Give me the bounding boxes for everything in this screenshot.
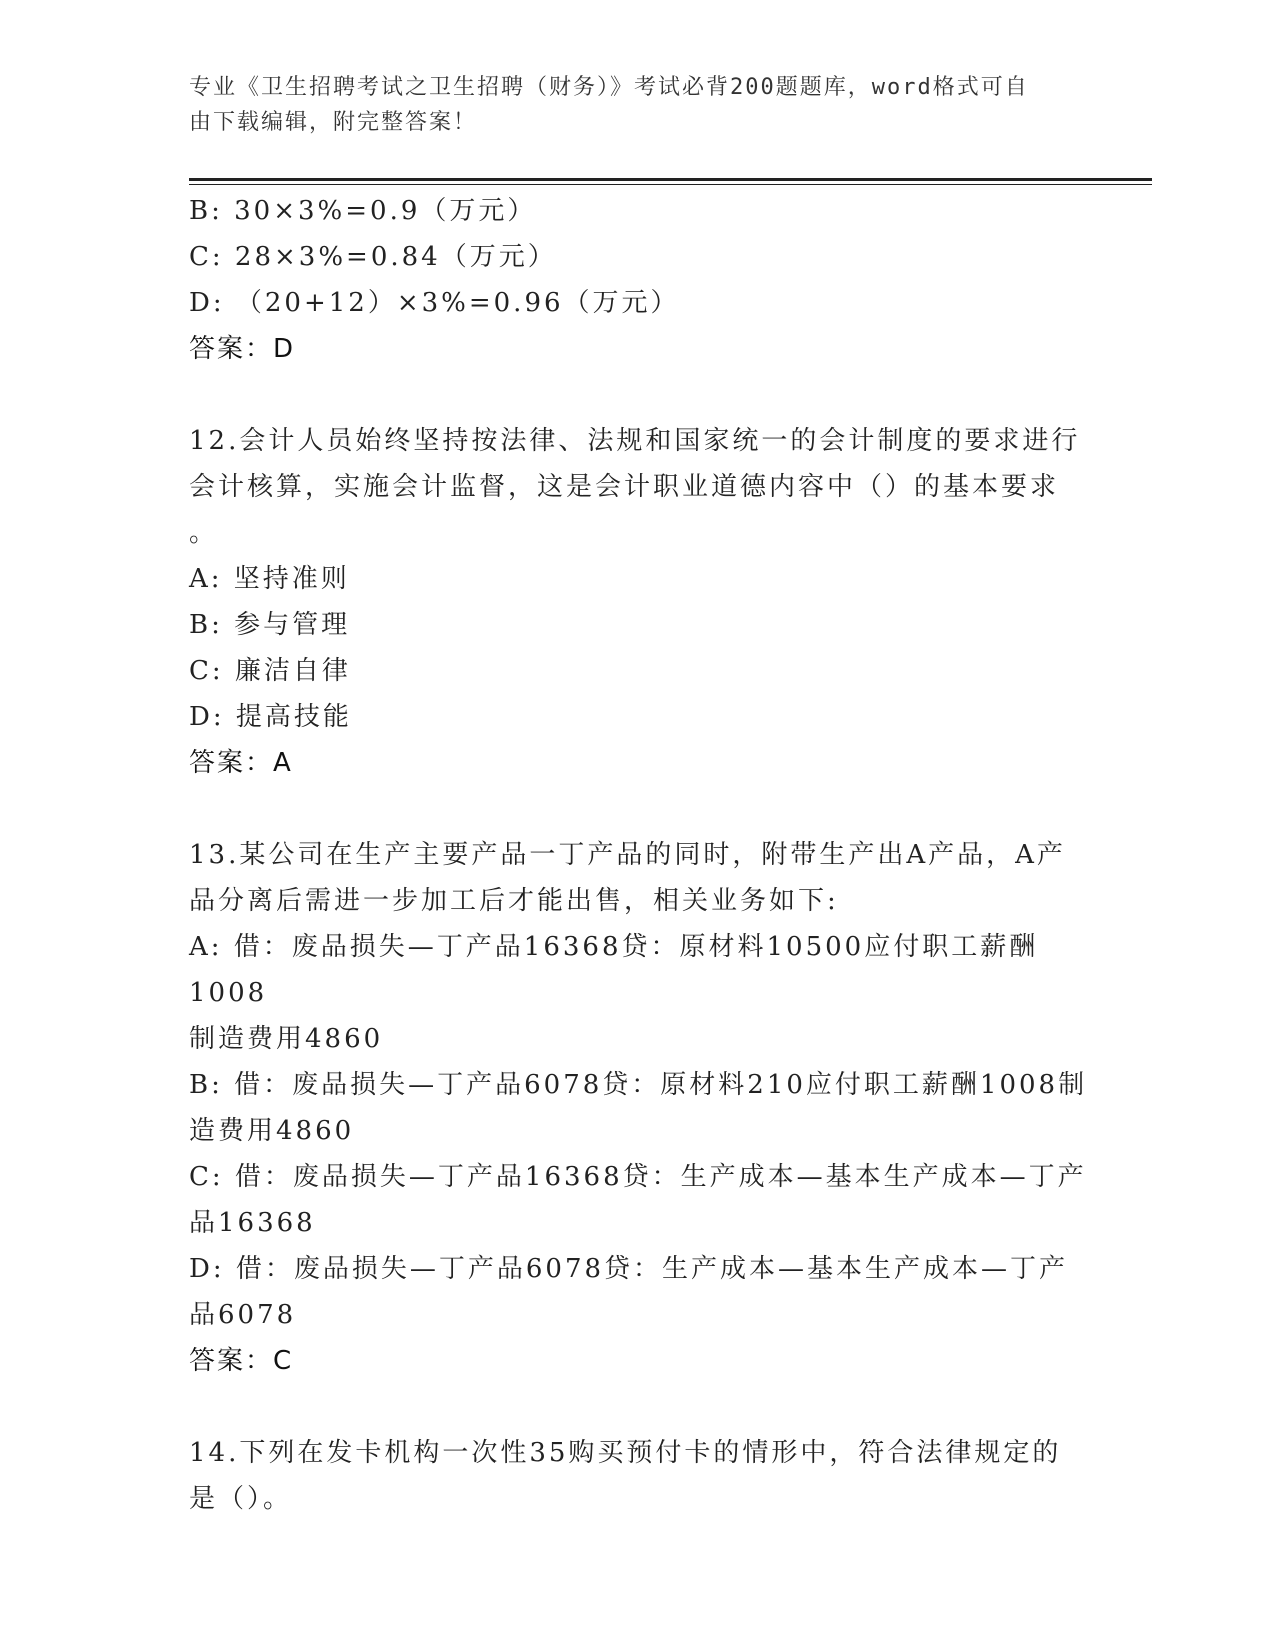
header-title-line-1: 专业《卫生招聘考试之卫生招聘（财务）》考试必背200题题库，word格式可自 (189, 75, 1029, 100)
q12-option-a: A: 坚持准则 (189, 564, 350, 594)
spacer (189, 1384, 1089, 1430)
q13-option-a-line-1: A: 借：废品损失—丁产品16368贷：原材料10500应付职工薪酬1008 (189, 932, 1039, 1008)
q13-option-a-line-2: 制造费用4860 (189, 1024, 384, 1054)
q13-text-line-1: 13.某公司在生产主要产品一丁产品的同时，附带生产出A产品，A产 (189, 840, 1066, 870)
document-body (189, 188, 1089, 1522)
q11-option-b: B: 30×3%=0.9（万元） (189, 196, 537, 226)
q14-text-line-1: 14.下列在发卡机构一次性35购买预付卡的情形中，符合法律规定的 (189, 1438, 1062, 1468)
q11-option-c: C: 28×3%=0.84（万元） (189, 242, 557, 272)
q13-option-b-line-1: B: 借：废品损失—丁产品6078贷：原材料210应付职工薪酬1008制 (189, 1070, 1088, 1100)
question-14 (189, 1430, 1089, 1522)
q12-option-c: C: 廉洁自律 (189, 656, 351, 686)
q12-text-line-2: 会计核算，实施会计监督，这是会计职业道德内容中（）的基本要求 (189, 472, 1060, 502)
spacer (189, 786, 1089, 832)
q13-option-c-line-2: 品16368 (189, 1208, 316, 1238)
header-rule-thin (189, 184, 1152, 185)
q12-text-line-3: 。 (189, 518, 219, 548)
q13-option-b-line-2: 造费用4860 (189, 1116, 355, 1146)
spacer (189, 372, 1089, 418)
q13-option-c-line-1: C: 借：废品损失—丁产品16368贷：生产成本—基本生产成本—丁产 (189, 1162, 1087, 1192)
q11-option-d: D: （20+12）×3%=0.96（万元） (189, 288, 680, 318)
q13-text-line-2: 品分离后需进一步加工后才能出售，相关业务如下: (189, 886, 839, 916)
q12-option-b: B: 参与管理 (189, 610, 351, 640)
question-13 (189, 832, 1089, 1384)
q14-text-line-2: 是（）。 (189, 1484, 293, 1514)
q12-option-d: D: 提高技能 (189, 702, 352, 732)
q13-option-d-line-2: 品6078 (189, 1300, 297, 1330)
question-11-tail (189, 188, 1089, 372)
header-rule-thick (189, 178, 1152, 181)
header-title-line-2: 由下载编辑，附完整答案！ (189, 110, 478, 135)
document-header (189, 70, 1069, 140)
question-12 (189, 418, 1089, 786)
q12-answer: 答案：A (189, 748, 293, 778)
q13-answer: 答案：C (189, 1346, 294, 1376)
q12-text-line-1: 12.会计人员始终坚持按法律、法规和国家统一的会计制度的要求进行 (189, 426, 1081, 456)
q11-answer: 答案：D (189, 334, 296, 364)
q13-option-d-line-1: D: 借：废品损失—丁产品6078贷：生产成本—基本生产成本—丁产 (189, 1254, 1069, 1284)
